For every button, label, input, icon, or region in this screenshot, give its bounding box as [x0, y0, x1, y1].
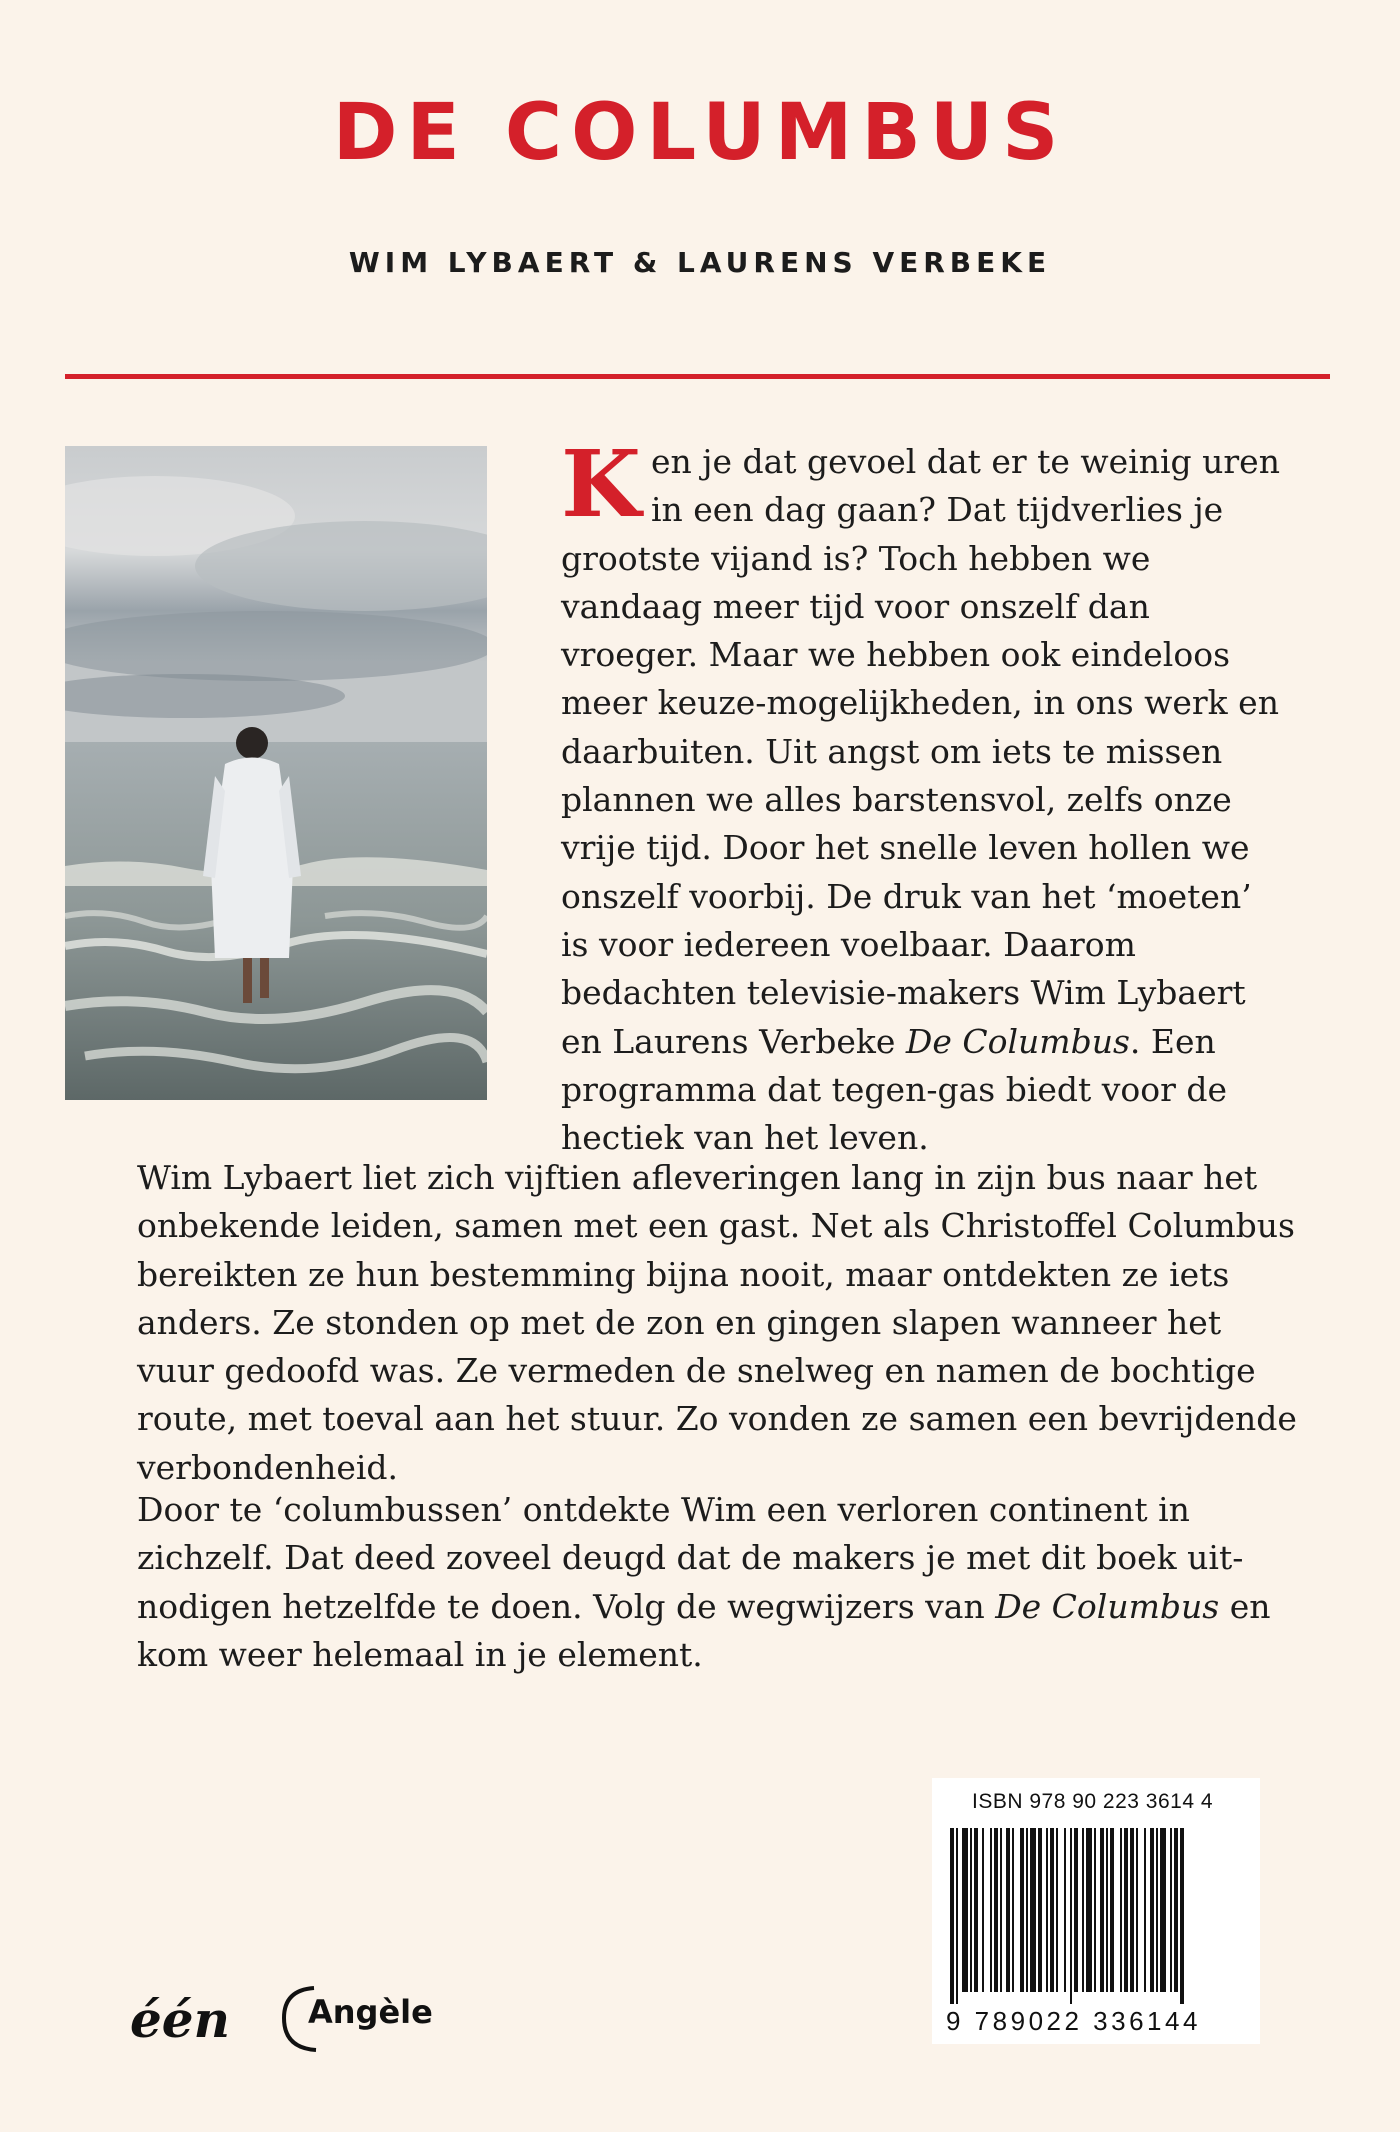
barcode-bar: [1046, 1828, 1048, 1992]
barcode-bar: [1144, 1828, 1146, 1992]
barcode-bar: [1086, 1828, 1092, 1992]
barcode-bar: [956, 1828, 958, 2004]
barcode-bar: [1064, 1828, 1066, 1992]
barcode-digits: 9 789022 336144: [946, 2006, 1201, 2036]
barcode-bar: [1120, 1828, 1122, 1992]
barcode-bar: [1006, 1828, 1010, 1992]
intro-title-italic: De Columbus: [905, 1021, 1130, 1061]
barcode-bar: [990, 1828, 992, 1992]
barcode-bar: [962, 1828, 968, 1992]
barcode-bar: [1106, 1828, 1108, 1992]
sea-photo-illustration: [65, 446, 487, 1100]
barcode-bar: [974, 1828, 978, 1992]
barcode-bar: [1160, 1828, 1166, 1992]
barcode-bar: [1124, 1828, 1128, 1992]
intro-body: en je dat gevoel dat er te weinig uren in een dag gaan? Dat tijdverlies je grootste vijand is? Toch hebben we vandaag meer tijd voor onszelf dan vroeger. Maar we hebben ook eindeloos meer keuze-mogelijkheden, in ons werk en daarbuiten. Uit angst om iets te missen plannen we alles barstensvol, zelfs onze vrije tijd. Door het snelle leven hollen we onszelf voorbij. De druk van het ‘moeten’ is voor iedereen voelbaar. Daarom bedachten televisie-makers Wim Lybaert en Laurens Verbeke: [561, 442, 1280, 1061]
barcode-bar: [1012, 1828, 1014, 1992]
barcode-bar: [982, 1828, 984, 1992]
barcode-bar: [1156, 1828, 1158, 1992]
barcode-bar: [1074, 1828, 1078, 1992]
barcode-bar: [994, 1828, 998, 1992]
barcode-bar: [1100, 1828, 1104, 1992]
paragraph2-end: en kom weer helemaal in je element.: [137, 1586, 1271, 1674]
divider-rule: [65, 374, 1330, 379]
body-paragraph-2: [137, 1486, 1297, 1679]
angele-logo-text: Angèle: [308, 1993, 433, 2031]
body-paragraph-1: Wim Lybaert liet zich vijftien afleveringen lang in zijn bus naar het onbekende leiden, samen met een gast. Net als Christoffel Columbus bereikten ze hun bestemming bijna nooit, maar ontdekten ze iets anders. Ze stonden op met de zon en gingen slapen wanneer het vuur gedoofd was. Ze vermeden de snelweg en namen de bochtige route, met toeval aan het stuur. Zo vonden ze samen een bevrijdende verbondenheid.: [137, 1158, 1297, 1487]
intro-body-end: . Een programma dat tegen-gas biedt voor de hectiek van het leven.: [561, 1021, 1228, 1158]
isbn-barcode: [932, 1778, 1260, 2044]
barcode-bar: [950, 1828, 954, 2004]
barcode-bar: [1170, 1828, 1172, 1992]
barcode-bar: [1038, 1828, 1042, 1992]
barcode-bar: [1136, 1828, 1138, 1992]
barcode-bar: [1056, 1828, 1058, 1992]
drop-cap: K: [561, 430, 641, 538]
barcode-bar: [1174, 1828, 1178, 1992]
barcode-bar: [1094, 1828, 1096, 1992]
paragraph2-start: Door te ‘columbussen’ ontdekte Wim een verloren continent in zichzelf. Dat deed zoveel deugd dat de makers je met dit boek uit-nodigen hetzelfde te doen. Volg de wegwijzers van: [137, 1490, 1244, 1626]
barcode-icon: [942, 1828, 1250, 2008]
barcode-bar: [1050, 1828, 1054, 1992]
barcode-bar: [1070, 1828, 1072, 2004]
paragraph2-title-italic: De Columbus: [995, 1586, 1220, 1626]
barcode-bar: [1082, 1828, 1084, 1992]
barcode-bar: [1026, 1828, 1028, 1992]
een-logo: één: [130, 1990, 230, 2049]
angele-logo: [280, 1978, 440, 2058]
barcode-bar: [1180, 1828, 1184, 2004]
isbn-label: ISBN 978 90 223 3614 4: [972, 1790, 1214, 1813]
barcode-bar: [1150, 1828, 1154, 1992]
barcode-bar: [1130, 1828, 1134, 1992]
book-title: DE COLUMBUS: [332, 88, 1068, 178]
barcode-bar: [1000, 1828, 1002, 1992]
barcode-bar: [970, 1828, 972, 1992]
book-authors: WIM LYBAERT & LAURENS VERBEKE: [348, 246, 1052, 279]
barcode-bar: [1110, 1828, 1114, 1992]
sea-photo: [65, 446, 487, 1100]
barcode-bar: [1030, 1828, 1036, 1992]
intro-text: [561, 430, 1281, 1162]
barcode-bar: [1020, 1828, 1024, 1992]
